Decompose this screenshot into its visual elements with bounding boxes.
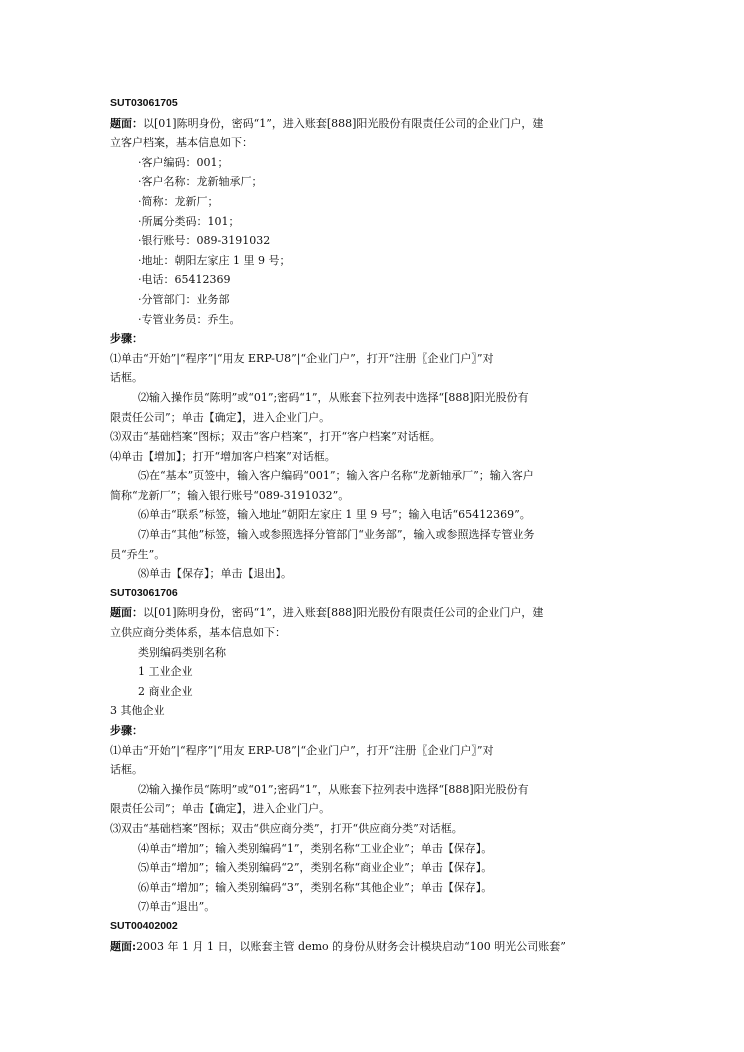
question-text: 以[01]陈明身份，密码“1”，进入账套[888]阳光股份有限责任公司的企业门户，建 bbox=[143, 606, 544, 620]
step-line: ⑶双击“基础档案”图标；双击“客户档案”，打开“客户档案”对话框。 bbox=[110, 430, 441, 444]
step-line: ⑺单击“其他”标签，输入或参照选择分管部门“业务部”，输入或参照选择专管业务 bbox=[138, 528, 535, 542]
question-text: 以[01]陈明身份，密码“1”，进入账套[888]阳光股份有限责任公司的企业门户，建 bbox=[143, 116, 544, 130]
question-text: 2003 年 1 月 1 日，以账套主管 demo 的身份从财务会计模块启动“100 明光公司账套” bbox=[136, 939, 566, 953]
info-item: ·地址：朝阳左家庄 1 里 9 号； bbox=[138, 253, 291, 267]
exercise-code: SUT03061705 bbox=[110, 97, 178, 109]
step-line: ⑺单击“退出”。 bbox=[138, 900, 216, 914]
step-line: ⑶双击“基础档案”图标；双击“供应商分类”，打开“供应商分类”对话框。 bbox=[110, 821, 463, 835]
step-line: ⑸在“基本”页签中，输入客户编码“001”；输入客户名称“龙新轴承厂”；输入客户 bbox=[138, 469, 534, 483]
info-item: ·分管部门：业务部 bbox=[138, 292, 230, 306]
question-label: 题面： bbox=[110, 116, 143, 130]
info-item: ·简称：龙新厂； bbox=[138, 194, 219, 208]
info-item: ·客户编码：001； bbox=[138, 155, 229, 169]
category-row: 1 工业企业 bbox=[138, 665, 193, 679]
category-table-header: 类别编码类别名称 bbox=[138, 645, 226, 659]
step-line: ⑴单击“开始”|“程序”|“用友 ERP-U8”|“企业门户”，打开“注册〖企业门户〗”对 bbox=[110, 743, 494, 757]
step-line: ⑷单击【增加】；打开“增加客户档案”对话框。 bbox=[110, 449, 336, 463]
step-line: 话框。 bbox=[110, 371, 143, 385]
step-line: 限责任公司”；单击【确定】，进入企业门户。 bbox=[110, 410, 331, 424]
step-line: 简称“龙新厂”；输入银行账号“089-3191032”。 bbox=[110, 488, 350, 502]
info-item: ·客户名称：龙新轴承厂； bbox=[138, 175, 263, 189]
step-line: ⑹单击“增加”；输入类别编码“3”，类别名称“其他企业”；单击【保存】。 bbox=[138, 880, 493, 894]
question-line bbox=[110, 603, 638, 623]
question-label: 题面： bbox=[110, 606, 143, 620]
step-line: 员“乔生”。 bbox=[110, 547, 166, 561]
steps-label: 步骤： bbox=[110, 332, 143, 346]
category-row: 3 其他企业 bbox=[110, 704, 165, 718]
exercise-code: SUT03061706 bbox=[110, 586, 178, 599]
step-line: ⑹单击“联系”标签，输入地址“朝阳左家庄 1 里 9 号”；输入电话“65412369”。 bbox=[138, 508, 531, 522]
info-item: ·银行账号：089-3191032 bbox=[138, 234, 271, 248]
step-line: 话框。 bbox=[110, 763, 143, 777]
step-line: ⑵输入操作员“陈明”或“01”;密码“1”，从账套下拉列表中选择“[888]阳光股份有 bbox=[138, 782, 529, 796]
info-item: ·电话：65412369 bbox=[138, 273, 231, 287]
question-label: 题面: bbox=[110, 939, 137, 953]
step-line: 限责任公司”；单击【确定】，进入企业门户。 bbox=[110, 802, 331, 816]
question-text: 立供应商分类体系，基本信息如下： bbox=[110, 626, 286, 640]
info-item: ·所属分类码：101； bbox=[138, 214, 240, 228]
question-text: 立客户档案，基本信息如下： bbox=[110, 136, 253, 150]
document-page bbox=[110, 94, 638, 956]
step-line: ⑻单击【保存】；单击【退出】。 bbox=[138, 567, 292, 581]
step-line: ⑷单击“增加”；输入类别编码“1”，类别名称“工业企业”；单击【保存】。 bbox=[138, 841, 493, 855]
steps-label: 步骤： bbox=[110, 724, 143, 737]
step-line: ⑴单击“开始”|“程序”|“用友 ERP-U8”|“企业门户”，打开“注册〖企业门户〗”对 bbox=[110, 351, 494, 365]
info-item: ·专管业务员：乔生。 bbox=[138, 312, 241, 326]
step-line: ⑵输入操作员“陈明”或“01”;密码“1”，从账套下拉列表中选择“[888]阳光股份有 bbox=[138, 390, 529, 404]
category-row: 2 商业企业 bbox=[138, 684, 193, 698]
exercise-code: SUT00402002 bbox=[110, 919, 178, 932]
step-line: ⑸单击“增加”；输入类别编码“2”，类别名称“商业企业”；单击【保存】。 bbox=[138, 861, 493, 875]
question-line bbox=[110, 937, 638, 957]
question-line bbox=[110, 114, 638, 134]
